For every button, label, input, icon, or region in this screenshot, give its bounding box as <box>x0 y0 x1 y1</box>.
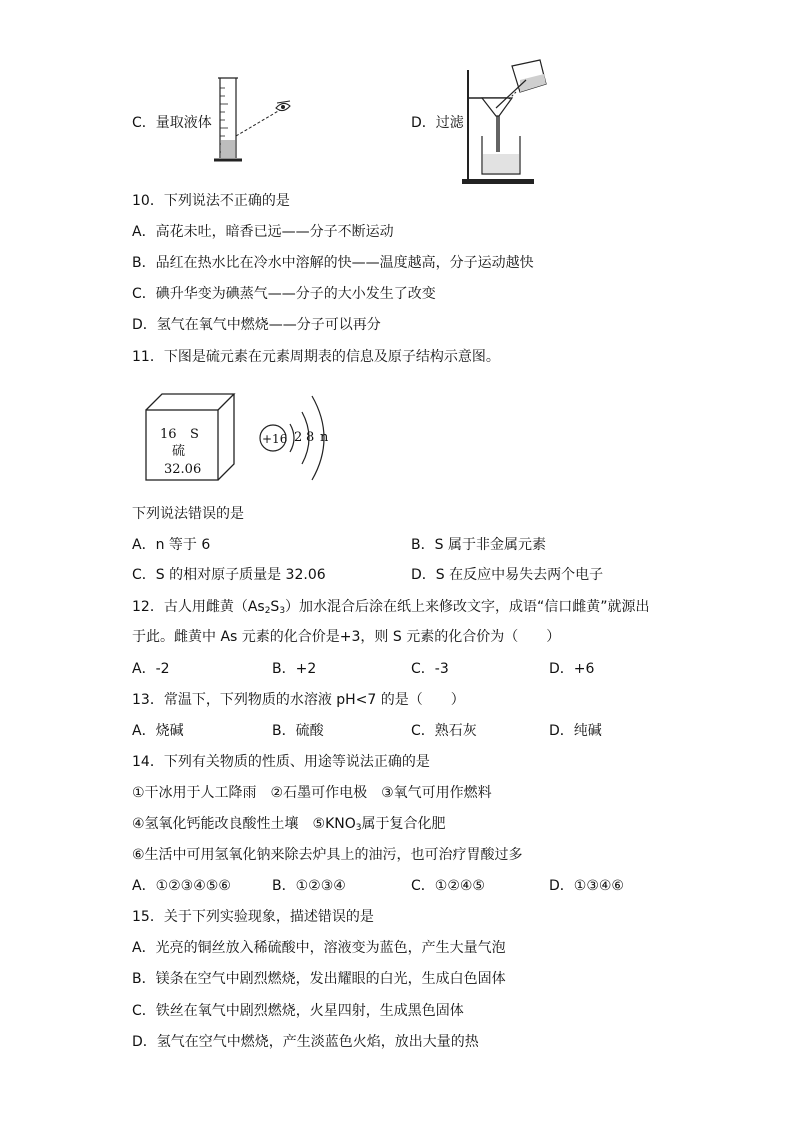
q10-option-a: A．高花未吐，暗香已远——分子不断运动 <box>132 224 394 240</box>
q14-statements-3: ⑥生活中可用氢氧化钠来除去炉具上的油污，也可治疗胃酸过多 <box>132 847 523 863</box>
q10-option-b: B．品红在热水比在冷水中溶解的快——温度越高，分子运动越快 <box>132 255 534 271</box>
element-name: 硫 <box>172 444 186 459</box>
q12-option-a: A．-2 <box>132 661 170 677</box>
q10-stem: 10．下列说法不正确的是 <box>132 193 290 209</box>
q14-statements-1: ①干冰用于人工降雨 ②石墨可作电极 ③氧气可用作燃料 <box>132 785 492 801</box>
q12-option-d: D．+6 <box>549 661 595 677</box>
q14-option-c: C．①②④⑤ <box>411 878 485 894</box>
q14-option-d: D．①③④⑥ <box>549 878 624 894</box>
q12-option-c: C．-3 <box>411 661 449 677</box>
graduated-cylinder-reading-figure <box>206 74 306 166</box>
q10-option-d: D．氢气在氧气中燃烧——分子可以再分 <box>132 317 381 333</box>
element-mass: 32.06 <box>164 462 202 477</box>
q15-option-a: A．光亮的铜丝放入稀硫酸中，溶液变为蓝色，产生大量气泡 <box>132 940 506 956</box>
q14-statements-2 <box>132 815 446 833</box>
q11-option-c: C．S 的相对原子质量是 32.06 <box>132 567 326 583</box>
q12-stem-line1 <box>132 598 650 616</box>
q10-option-c: C．碘升华变为碘蒸气——分子的大小发生了改变 <box>132 286 436 302</box>
q15-option-d: D．氢气在空气中燃烧，产生淡蓝色火焰，放出大量的热 <box>132 1034 479 1050</box>
q14-line2-sub: 3 <box>355 823 362 833</box>
q11-stem: 11．下图是硫元素在元素周期表的信息及原子结构示意图。 <box>132 349 500 365</box>
q13-option-c: C．熟石灰 <box>411 723 477 739</box>
q14-option-b: B．①②③④ <box>272 878 346 894</box>
q13-stem: 13．常温下，下列物质的水溶液 pH<7 的是（ ） <box>132 692 465 708</box>
q12-option-b: B．+2 <box>272 661 317 677</box>
q13-option-d: D．纯碱 <box>549 723 602 739</box>
q14-line2-prefix: ④氢氧化钙能改良酸性土壤 ⑤KNO <box>132 816 356 832</box>
q15-stem: 15．关于下列实验现象，描述错误的是 <box>132 909 374 925</box>
q14-line2-suffix: 属于复合化肥 <box>361 816 446 832</box>
q11-option-b: B．S 属于非金属元素 <box>411 537 546 553</box>
q12-stem-prefix: 12．古人用雌黄（As <box>132 599 265 615</box>
shell-2-electrons: 8 <box>306 430 315 445</box>
q11-option-a: A．n 等于 6 <box>132 537 211 553</box>
nucleus-charge: +16 <box>262 432 288 446</box>
q11-question: 下列说法错误的是 <box>132 506 244 522</box>
shell-3-electrons: n <box>320 430 329 445</box>
q14-option-a: A．①②③④⑤⑥ <box>132 878 231 894</box>
q14-stem: 14．下列有关物质的性质、用途等说法正确的是 <box>132 754 430 770</box>
q15-option-b: B．镁条在空气中剧烈燃烧，发出耀眼的白光，生成白色固体 <box>132 971 506 987</box>
q12-stem-line2: 于此。雌黄中 As 元素的化合价是+3，则 S 元素的化合价为（ ） <box>132 629 561 645</box>
element-number: 16 <box>160 427 177 442</box>
shell-1-electrons: 2 <box>294 430 303 445</box>
q13-option-b: B．硫酸 <box>272 723 324 739</box>
element-symbol: S <box>190 427 199 442</box>
q11-option-d: D．S 在反应中易失去两个电子 <box>411 567 604 583</box>
q12-sub1: 2 <box>264 606 271 616</box>
q13-option-a: A．烧碱 <box>132 723 184 739</box>
filtration-apparatus-figure <box>460 56 560 186</box>
q12-sub2: 3 <box>279 606 286 616</box>
q9-option-c: C．量取液体 <box>132 115 212 131</box>
q12-stem-suffix: ）加水混合后涂在纸上来修改文字，成语“信口雌黄”就源出 <box>285 599 650 615</box>
q15-option-c: C．铁丝在氧气中剧烈燃烧，火星四射，生成黑色固体 <box>132 1003 464 1019</box>
q9-option-d: D．过滤 <box>411 115 464 131</box>
q12-mid: S <box>270 599 280 615</box>
